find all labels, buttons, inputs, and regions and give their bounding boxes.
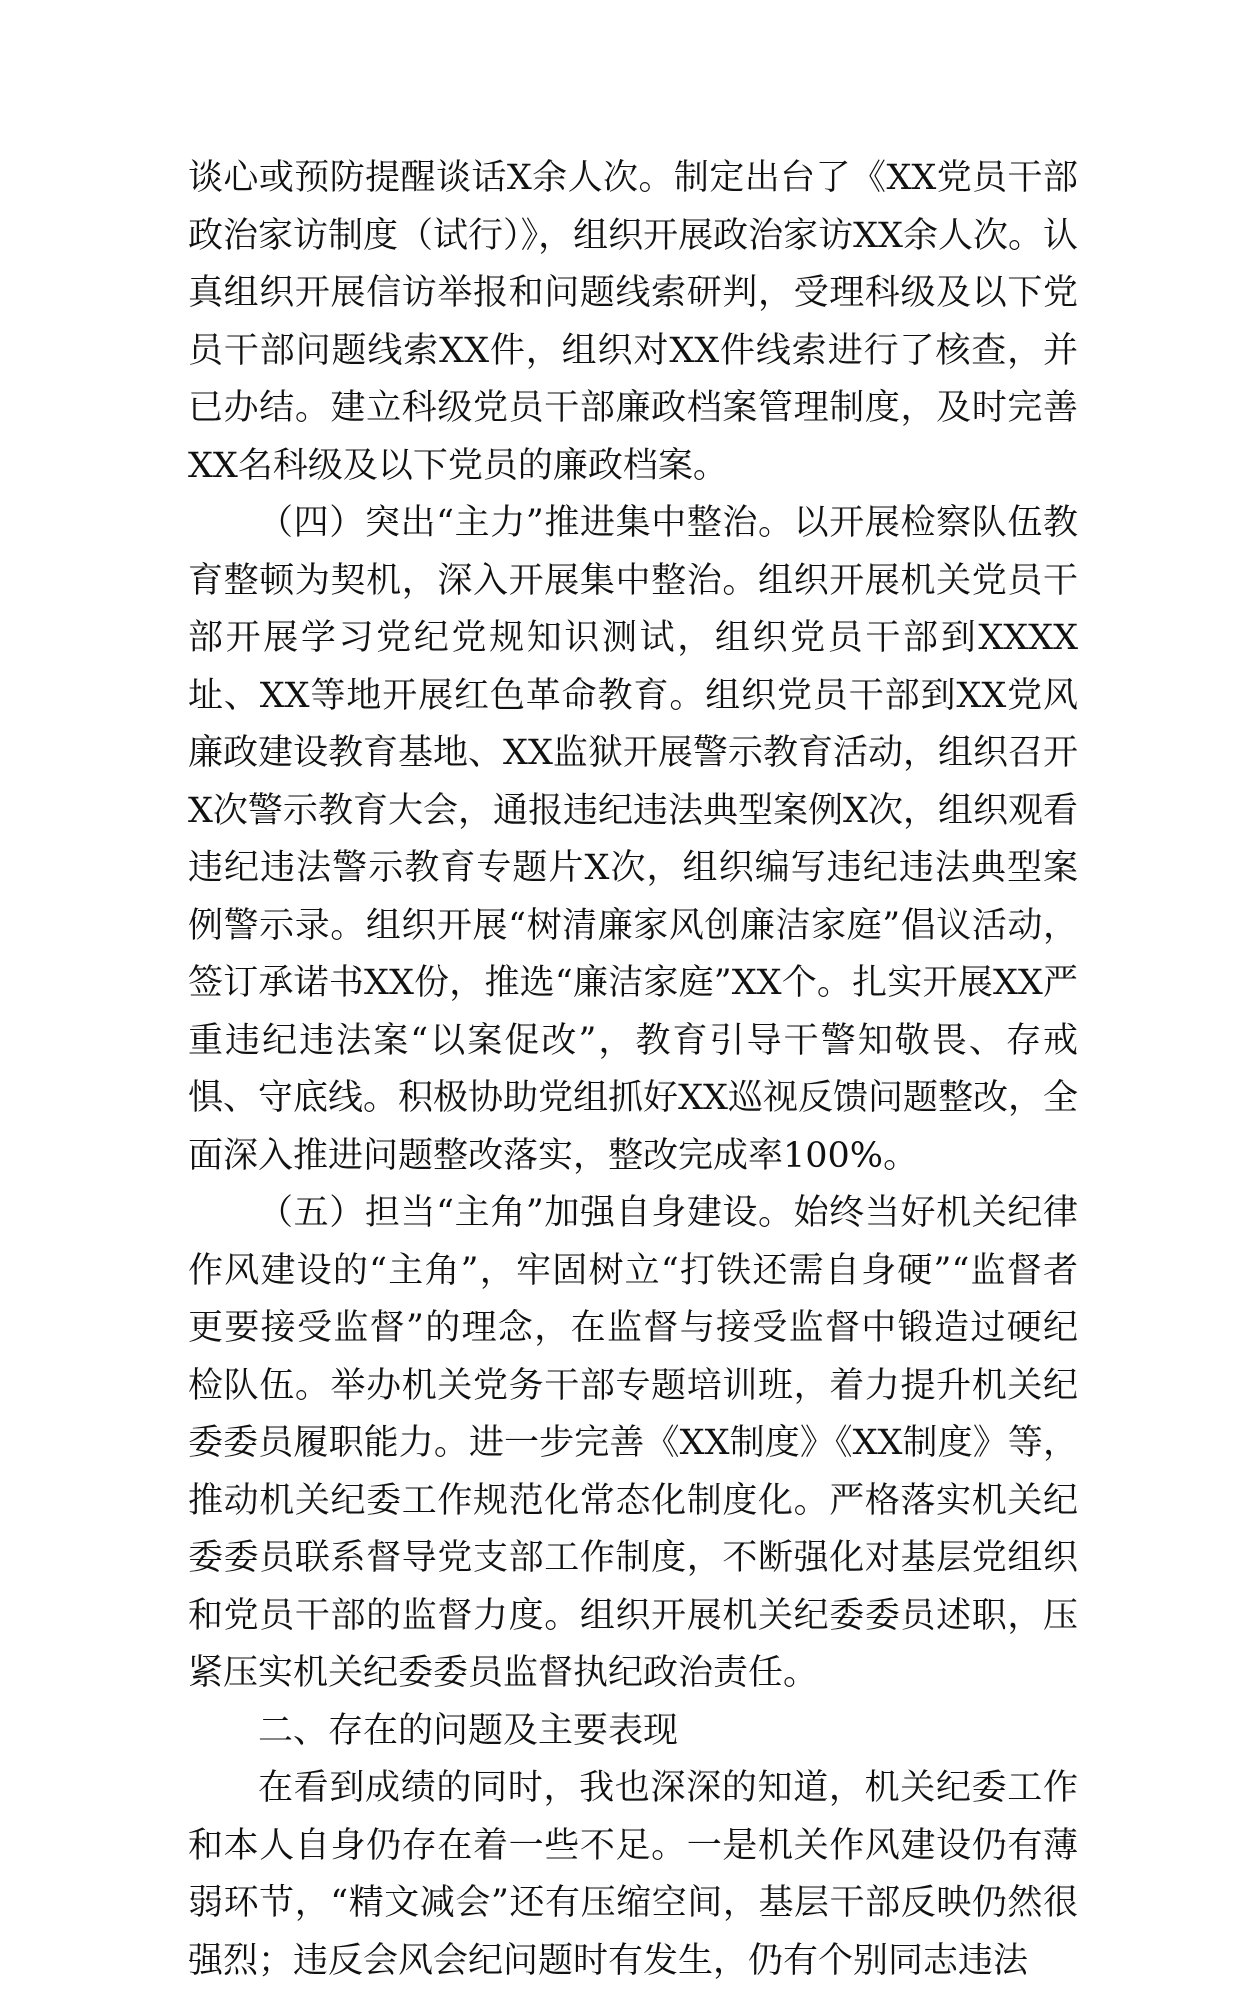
paragraph-problems-intro: 在看到成绩的同时，我也深深的知道，机关纪委工作和本人自身仍存在着一些不足。一是机关作风建设仍有薄弱环节，“精文减会”还有压缩空间，基层干部反映仍然很强烈；违反会风会纪问题时有发生，仍有个别同志违法 <box>188 1768 1078 1981</box>
document-body <box>188 150 1078 1990</box>
paragraph-section-five: （五）担当“主角”加强自身建设。始终当好机关纪律作风建设的“主角”，牢固树立“打铁还需自身硬”“监督者更要接受监督”的理念，在监督与接受监督中锻造过硬纪检队伍。举办机关党务干部专题培训班，着力提升机关纪委委员履职能力。进一步完善《XX制度》《XX制度》等，推动机关纪委工作规范化常态化制度化。严格落实机关纪委委员联系督导党支部工作制度，不断强化对基层党组织和党员干部的监督力度。组织开展机关纪委委员述职，压紧压实机关纪委委员监督执纪政治责任。 <box>188 1193 1078 1693</box>
paragraph-section-four: （四）突出“主力”推进集中整治。以开展检察队伍教育整顿为契机，深入开展集中整治。组织开展机关党员干部开展学习党纪党规知识测试，组织党员干部到XXXX址、XX等地开展红色革命教育。组织党员干部到XX党风廉政建设教育基地、XX监狱开展警示教育活动，组织召开X次警示教育大会，通报违纪违法典型案例X次，组织观看违纪违法警示教育专题片X次，组织编写违纪违法典型案例警示录。组织开展“树清廉家风创廉洁家庭”倡议活动，签订承诺书XX份，推选“廉洁家庭”XX个。扎实开展XX严重违纪违法案“以案促改”，教育引导干警知敬畏、存戒惧、守底线。积极协助党组抓好XX巡视反馈问题整改，全面深入推进问题整改落实，整改完成率100%。 <box>188 503 1078 1176</box>
section-heading-problems: 二、存在的问题及主要表现 <box>258 1710 679 1751</box>
paragraph-continued-intro: 谈心或预防提醒谈话X余人次。制定出台了《XX党员干部政治家访制度（试行）》，组织开展政治家访XX余人次。认真组织开展信访举报和问题线索研判，受理科级及以下党员干部问题线索XX件，组织对XX件线索进行了核查，并已办结。建立科级党员干部廉政档案管理制度，及时完善XX名科级及以下党员的廉政档案。 <box>188 158 1078 486</box>
